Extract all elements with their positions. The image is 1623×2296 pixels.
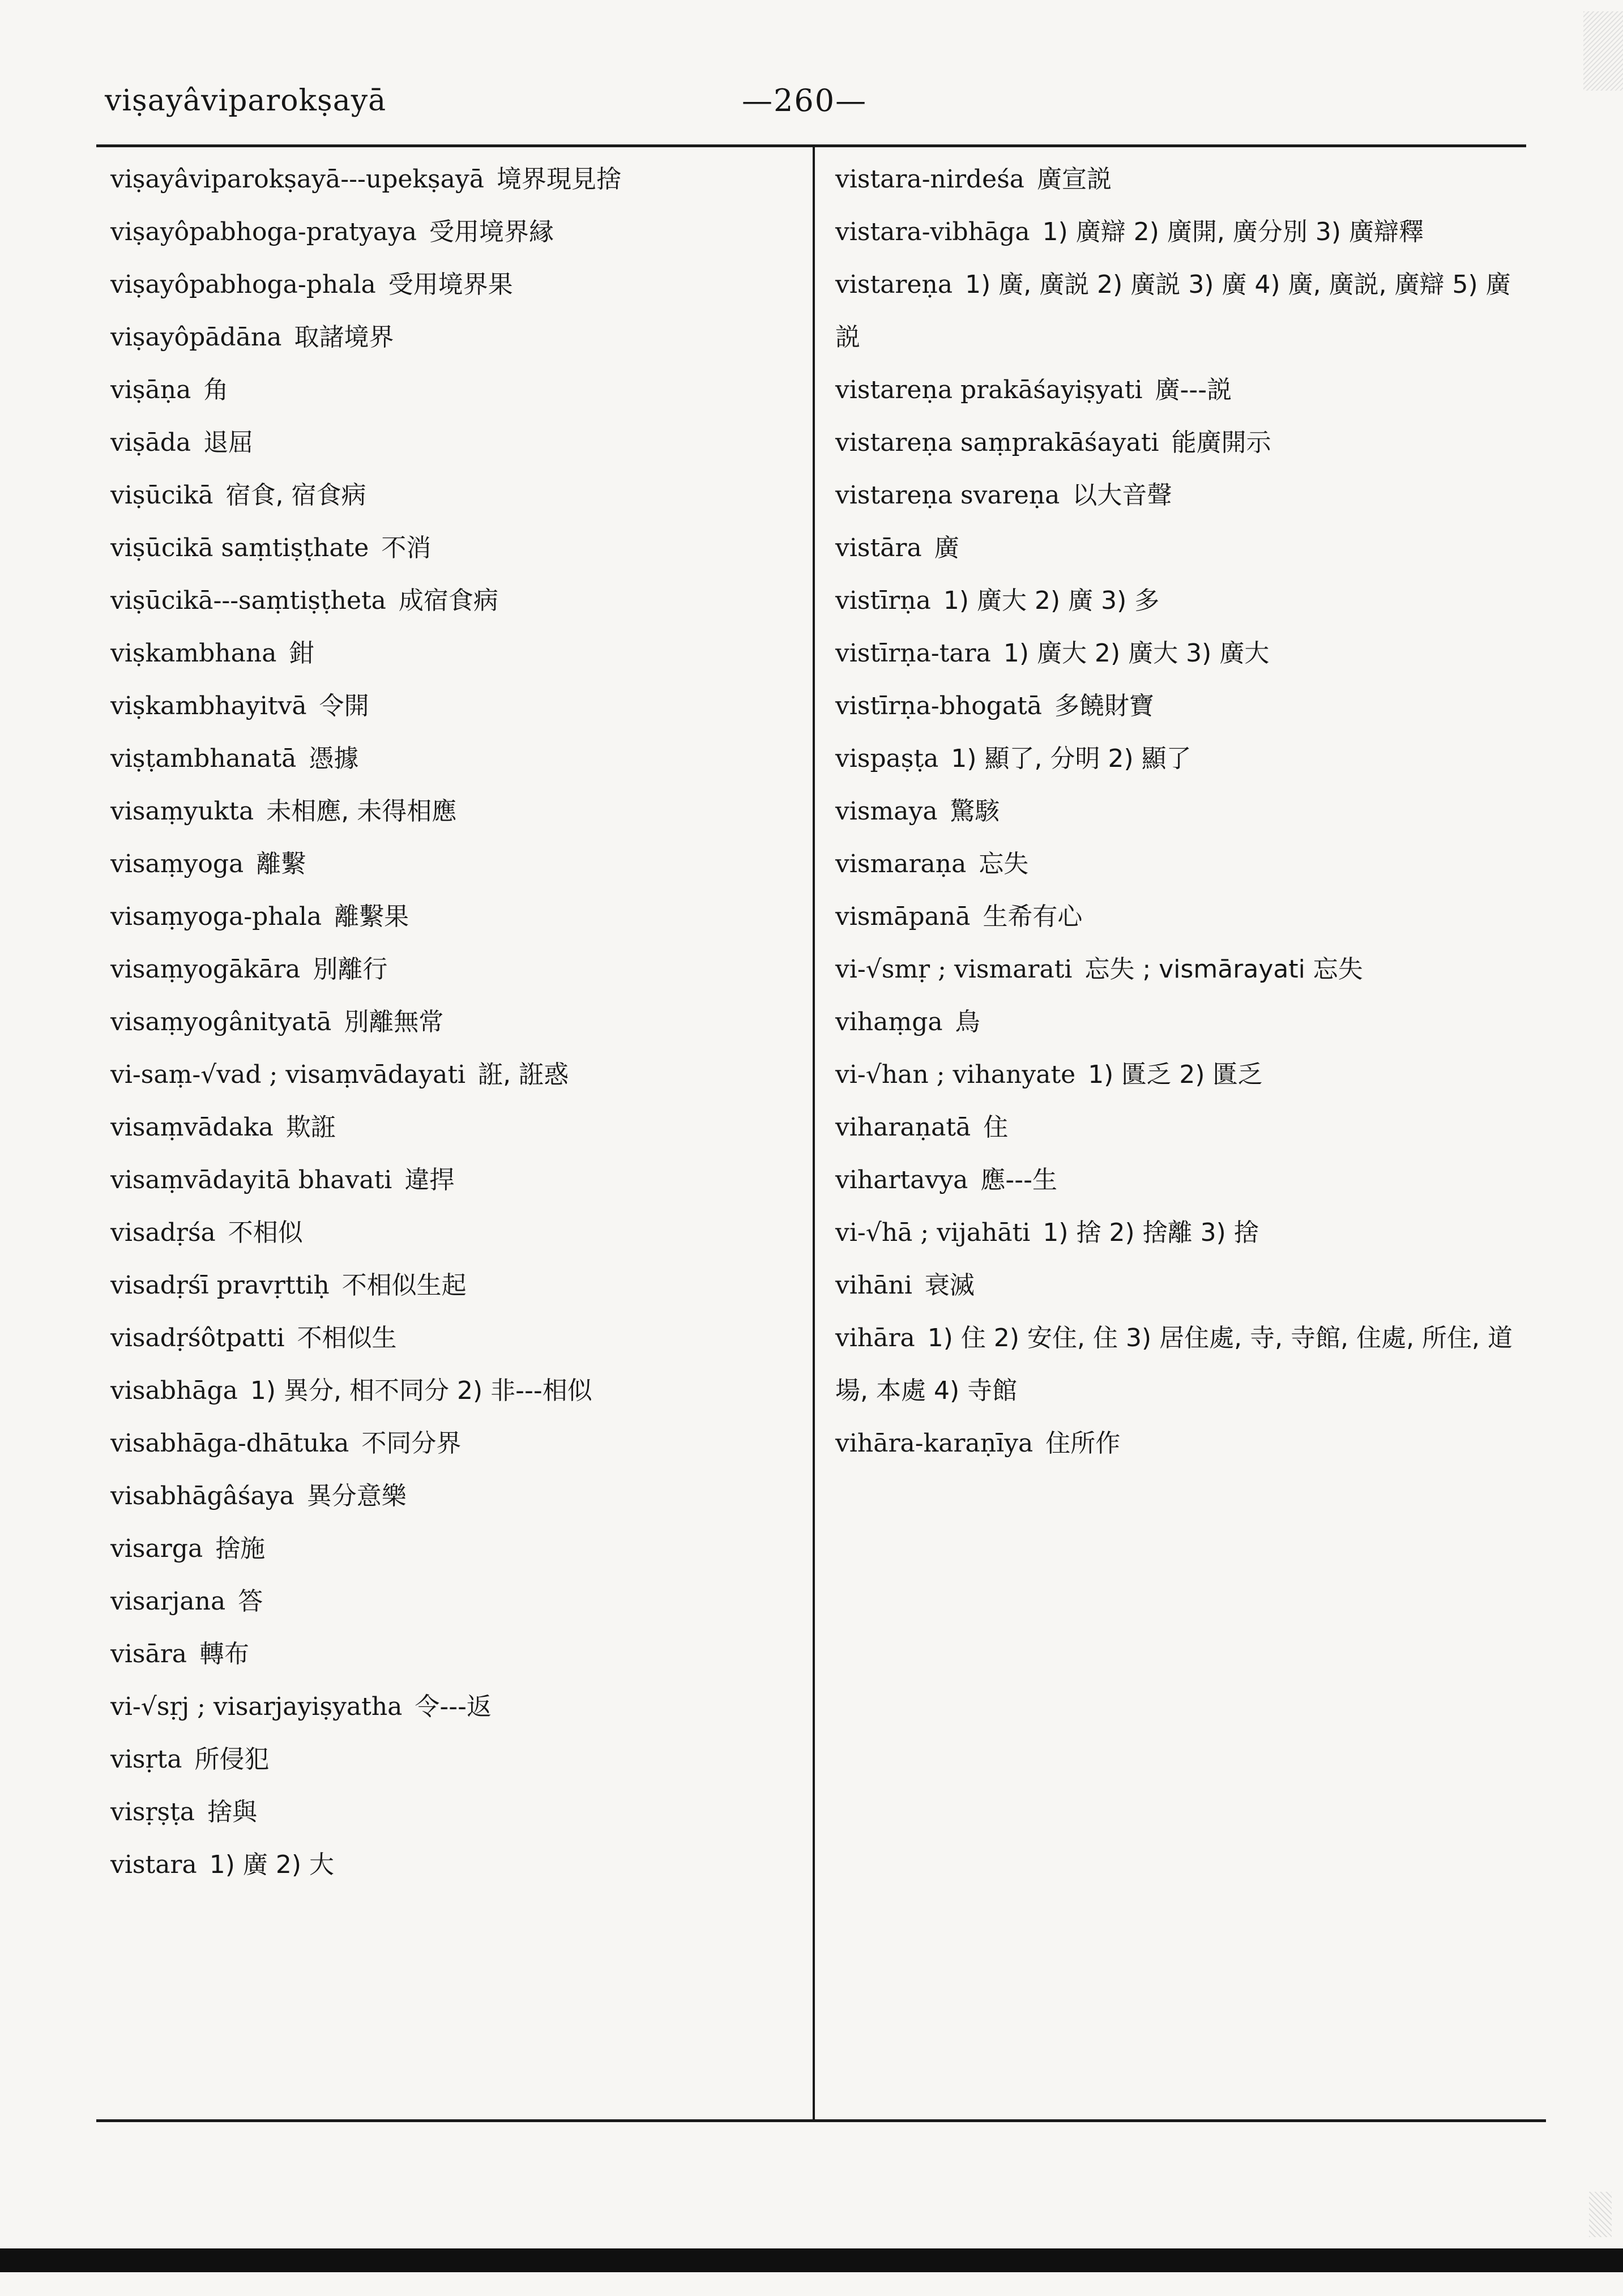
sanskrit-term: vistareṇa saṃprakāśayati: [835, 428, 1159, 457]
chinese-gloss: 未相應, 未得相應: [266, 797, 457, 826]
chinese-gloss: 不相似: [228, 1218, 303, 1247]
sanskrit-term: vismaraṇa: [835, 850, 967, 878]
chinese-gloss: 廣: [934, 534, 959, 562]
right-column: [835, 153, 1532, 1470]
sanskrit-term: viṣayâviparokṣayā---upekṣayā: [110, 165, 484, 194]
chinese-gloss: 成宿食病: [398, 586, 498, 615]
sanskrit-term: visaṃyogākāra: [110, 955, 301, 984]
dictionary-entry: [110, 1048, 807, 1101]
sanskrit-term: viṣkambhana: [110, 639, 277, 668]
sanskrit-term: vismāpanā: [835, 902, 971, 931]
sanskrit-term: vistareṇa svareṇa: [835, 481, 1060, 510]
sanskrit-term: visaṃvādaka: [110, 1113, 274, 1142]
running-head: viṣayâviparokṣayā: [105, 84, 387, 118]
dictionary-entry: [835, 1048, 1532, 1101]
sanskrit-term: viharaṇatā: [835, 1113, 971, 1142]
dictionary-entry: [110, 627, 807, 680]
sanskrit-term: visaṃyukta: [110, 797, 254, 826]
chinese-gloss: 多饒財寶: [1054, 692, 1155, 720]
sanskrit-term: viṣūcikā saṃtiṣṭhate: [110, 534, 369, 562]
dictionary-entry: [835, 1154, 1532, 1206]
sanskrit-term: vi-√smṛ ; vismarati: [835, 955, 1073, 984]
page-number: —260—: [742, 83, 868, 118]
dictionary-entry: [835, 1312, 1532, 1417]
page-header: [0, 0, 1623, 142]
chinese-gloss: 衰滅: [924, 1271, 975, 1300]
chinese-gloss: 欺誑: [285, 1113, 336, 1142]
sanskrit-term: vi-√sṛj ; visarjayiṣyatha: [110, 1692, 403, 1721]
dictionary-entry: [835, 1417, 1532, 1470]
dictionary-entry: [835, 943, 1532, 996]
sanskrit-term: visabhāga-dhātuka: [110, 1429, 349, 1458]
scan-noise: [1589, 2192, 1612, 2237]
dictionary-entry: [110, 838, 807, 890]
sanskrit-term: visarga: [110, 1534, 203, 1563]
dictionary-entry: [110, 1470, 807, 1522]
dictionary-entry: [835, 996, 1532, 1048]
sanskrit-term: visṛṣṭa: [110, 1798, 195, 1826]
dictionary-entry: [110, 416, 807, 469]
dictionary-entry: [835, 153, 1532, 206]
chinese-gloss: 忘失: [979, 850, 1029, 878]
sanskrit-term: viṣāṇa: [110, 375, 191, 404]
chinese-gloss: 誑, 誑惑: [478, 1060, 569, 1089]
sanskrit-term: vistareṇa prakāśayiṣyati: [835, 375, 1143, 404]
chinese-gloss: 驚駭: [950, 797, 1000, 826]
dictionary-entry: [110, 1680, 807, 1733]
sanskrit-term: visaṃvādayitā bhavati: [110, 1166, 392, 1194]
dictionary-entry: [110, 1417, 807, 1470]
dictionary-entry: [110, 1364, 807, 1417]
chinese-gloss: 1) 廣大 2) 廣 3) 多: [943, 586, 1160, 615]
chinese-gloss: 住所作: [1045, 1429, 1121, 1458]
dictionary-entry: [835, 522, 1532, 574]
chinese-gloss: 宿食, 宿食病: [225, 481, 366, 510]
chinese-gloss: 憑據: [309, 744, 359, 773]
dictionary-entry: [835, 206, 1532, 258]
sanskrit-term: visadṛśa: [110, 1218, 216, 1247]
dictionary-entry: [110, 1733, 807, 1786]
chinese-gloss: 轉布: [199, 1640, 250, 1668]
chinese-gloss: 以大音聲: [1072, 481, 1172, 510]
sanskrit-term: vihaṃga: [835, 1008, 943, 1036]
sanskrit-term: visaṃyogânityatā: [110, 1008, 332, 1036]
sanskrit-term: vi-saṃ-√vad ; visaṃvādayati: [110, 1060, 466, 1089]
dictionary-entry: [110, 732, 807, 785]
dictionary-entry: [835, 1259, 1532, 1312]
dictionary-entry: [110, 996, 807, 1048]
sanskrit-term: vihāra-karaṇīya: [835, 1429, 1033, 1458]
dictionary-entry: [110, 206, 807, 258]
scan-noise: [1583, 11, 1623, 91]
dictionary-entry: [110, 1575, 807, 1628]
chinese-gloss: 生希有心: [983, 902, 1083, 931]
chinese-gloss: 1) 廣辯 2) 廣開, 廣分別 3) 廣辯釋: [1042, 217, 1424, 246]
scan-edge-band: [0, 2248, 1623, 2272]
chinese-gloss: 異分意樂: [306, 1482, 407, 1510]
chinese-gloss: 能廣開示: [1171, 428, 1271, 457]
dictionary-entry: [835, 890, 1532, 943]
dictionary-entry: [110, 1786, 807, 1838]
sanskrit-term: visadṛśī pravṛttiḥ: [110, 1271, 330, 1300]
dictionary-entry: [835, 364, 1532, 416]
header-rule: [96, 144, 1526, 147]
chinese-gloss: 廣---説: [1155, 375, 1232, 404]
dictionary-entry: [110, 469, 807, 522]
chinese-gloss: 住: [983, 1113, 1009, 1142]
sanskrit-term: viṣayôpādāna: [110, 323, 282, 352]
dictionary-entry: [835, 1206, 1532, 1259]
dictionary-entry: [835, 574, 1532, 627]
sanskrit-term: vihartavya: [835, 1166, 968, 1194]
sanskrit-term: viṣūcikā: [110, 481, 213, 510]
chinese-gloss: 角: [203, 375, 229, 404]
dictionary-entry: [110, 680, 807, 732]
sanskrit-term: vistīrṇa-tara: [835, 639, 991, 668]
chinese-gloss: 捨施: [215, 1534, 266, 1563]
left-column: [110, 153, 807, 1891]
dictionary-entry: [110, 1838, 807, 1891]
sanskrit-term: visaṃyoga-phala: [110, 902, 322, 931]
sanskrit-term: vistara-nirdeśa: [835, 165, 1025, 194]
sanskrit-term: visarjana: [110, 1587, 226, 1616]
sanskrit-term: vistareṇa: [835, 270, 953, 299]
sanskrit-term: visāra: [110, 1640, 187, 1668]
dictionary-entry: [835, 680, 1532, 732]
dictionary-entry: [835, 732, 1532, 785]
chinese-gloss: 捨與: [207, 1798, 258, 1826]
sanskrit-term: vistīrṇa-bhogatā: [835, 692, 1043, 720]
chinese-gloss: 離繫: [256, 850, 306, 878]
chinese-gloss: 1) 住 2) 安住, 住 3) 居住處, 寺, 寺館, 住處, 所住, 道場, 本處 4) 寺館: [835, 1324, 1513, 1405]
dictionary-entry: [110, 1522, 807, 1575]
chinese-gloss: 不同分界: [361, 1429, 462, 1458]
sanskrit-term: visṛta: [110, 1745, 182, 1774]
dictionary-entry: [835, 627, 1532, 680]
dictionary-entry: [835, 838, 1532, 890]
chinese-gloss: 忘失 ; vismārayati 忘失: [1084, 955, 1363, 984]
dictionary-entry: [110, 1312, 807, 1364]
sanskrit-term: viṣayôpabhoga-phala: [110, 270, 376, 299]
dictionary-entry: [110, 943, 807, 996]
dictionary-entry: [110, 311, 807, 364]
sanskrit-term: visabhāga: [110, 1376, 238, 1405]
chinese-gloss: 受用境界縁: [429, 217, 554, 246]
dictionary-entry: [110, 1206, 807, 1259]
chinese-gloss: 1) 異分, 相不同分 2) 非---相似: [250, 1376, 592, 1405]
dictionary-entry: [110, 522, 807, 574]
sanskrit-term: vi-√han ; vihanyate: [835, 1060, 1076, 1089]
sanskrit-term: vispaṣṭa: [835, 744, 939, 773]
dictionary-entry: [110, 258, 807, 311]
chinese-gloss: 廣宣説: [1037, 165, 1112, 194]
chinese-gloss: 1) 廣 2) 大: [209, 1850, 334, 1879]
chinese-gloss: 別離無常: [344, 1008, 444, 1036]
chinese-gloss: 1) 廣, 廣説 2) 廣説 3) 廣 4) 廣, 廣説, 廣辯 5) 廣説: [835, 270, 1511, 352]
chinese-gloss: 所侵犯: [194, 1745, 270, 1774]
chinese-gloss: 不相似生: [297, 1324, 397, 1352]
chinese-gloss: 離繫果: [334, 902, 409, 931]
column-divider: [813, 146, 815, 2121]
sanskrit-term: vistara: [110, 1850, 197, 1879]
dictionary-entry: [835, 258, 1532, 364]
dictionary-entry: [835, 785, 1532, 838]
dictionary-entry: [110, 574, 807, 627]
chinese-gloss: 違捍: [404, 1166, 455, 1194]
dictionary-entry: [110, 1628, 807, 1680]
chinese-gloss: 受用境界果: [388, 270, 513, 299]
chinese-gloss: 鳥: [955, 1008, 980, 1036]
sanskrit-term: vistāra: [835, 534, 922, 562]
sanskrit-term: vihāra: [835, 1324, 915, 1352]
chinese-gloss: 1) 捨 2) 捨離 3) 捨: [1043, 1218, 1259, 1247]
chinese-gloss: 境界現見捨: [496, 165, 621, 194]
chinese-gloss: 不消: [381, 534, 432, 562]
chinese-gloss: 令開: [319, 692, 369, 720]
sanskrit-term: vistīrṇa: [835, 586, 931, 615]
dictionary-entry: [110, 1154, 807, 1206]
dictionary-entry: [110, 364, 807, 416]
chinese-gloss: 1) 顯了, 分明 2) 顯了: [951, 744, 1191, 773]
chinese-gloss: 不相似生起: [341, 1271, 467, 1300]
sanskrit-term: visabhāgâśaya: [110, 1482, 294, 1510]
sanskrit-term: vismaya: [835, 797, 938, 826]
dictionary-entry: [835, 469, 1532, 522]
footer-rule: [96, 2119, 1546, 2122]
sanskrit-term: viṣūcikā---saṃtiṣṭheta: [110, 586, 386, 615]
dictionary-entry: [110, 1101, 807, 1154]
sanskrit-term: viṣkambhayitvā: [110, 692, 307, 720]
dictionary-entry: [110, 785, 807, 838]
sanskrit-term: viṣṭambhanatā: [110, 744, 297, 773]
sanskrit-term: viṣāda: [110, 428, 191, 457]
chinese-gloss: 應---生: [980, 1166, 1058, 1194]
sanskrit-term: viṣayôpabhoga-pratyaya: [110, 217, 417, 246]
sanskrit-term: vistara-vibhāga: [835, 217, 1030, 246]
sanskrit-term: visadṛśôtpatti: [110, 1324, 285, 1352]
chinese-gloss: 1) 匱乏 2) 匱乏: [1088, 1060, 1263, 1089]
chinese-gloss: 退屈: [203, 428, 254, 457]
sanskrit-term: vi-√hā ; vijahāti: [835, 1218, 1031, 1247]
sanskrit-term: vihāni: [835, 1271, 912, 1300]
chinese-gloss: 取諸境界: [294, 323, 394, 352]
sanskrit-term: visaṃyoga: [110, 850, 244, 878]
dictionary-entry: [110, 153, 807, 206]
chinese-gloss: 別離行: [313, 955, 388, 984]
dictionary-entry: [835, 1101, 1532, 1154]
dictionary-entry: [110, 1259, 807, 1312]
dictionary-entry: [110, 890, 807, 943]
dictionary-entry: [835, 416, 1532, 469]
chinese-gloss: 令---返: [415, 1692, 492, 1721]
chinese-gloss: 答: [238, 1587, 263, 1616]
chinese-gloss: 鉗: [289, 639, 314, 668]
chinese-gloss: 1) 廣大 2) 廣大 3) 廣大: [1003, 639, 1270, 668]
